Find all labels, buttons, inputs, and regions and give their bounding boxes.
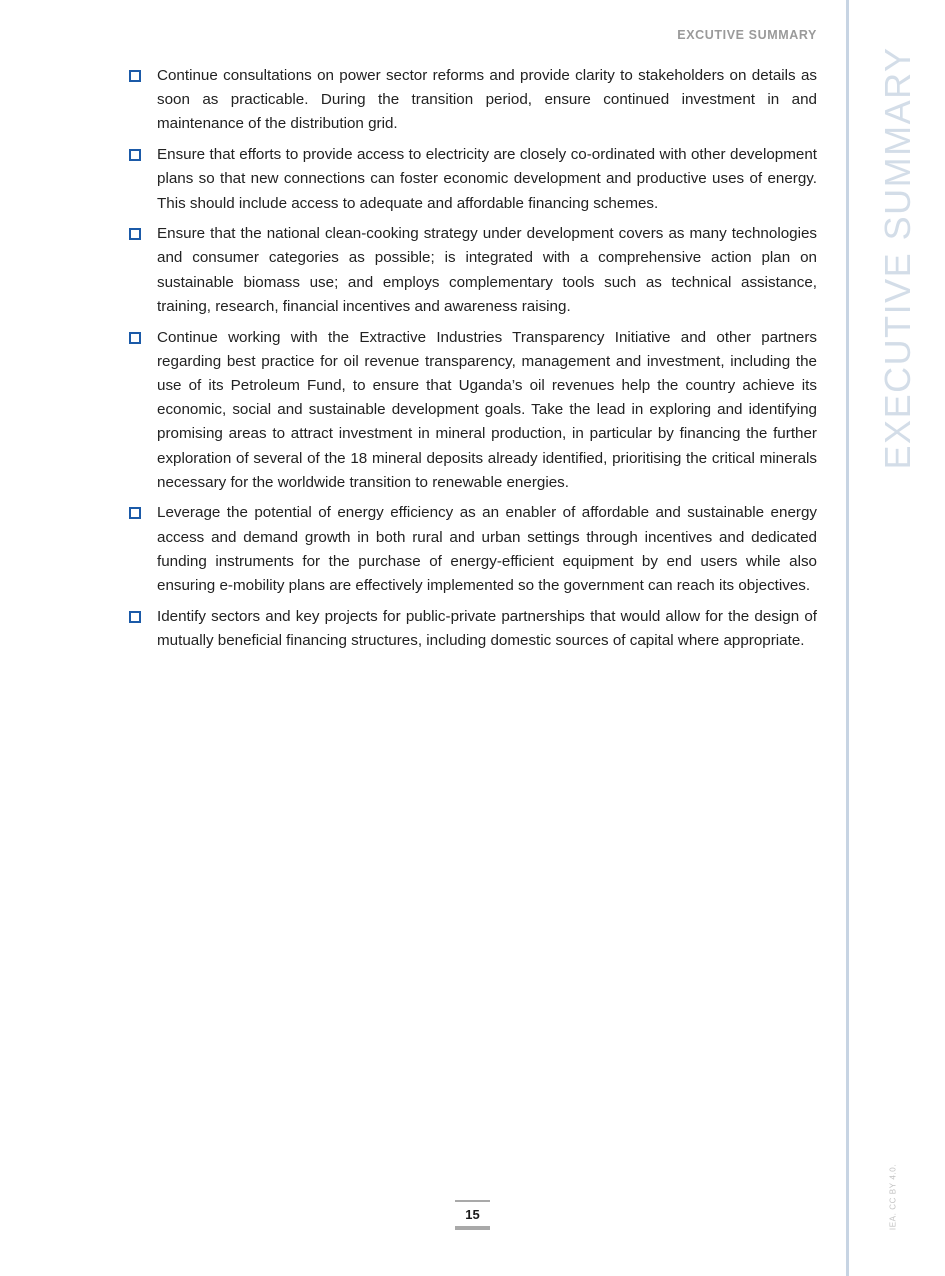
sidebar-section-title: EXECUTIVE SUMMARY [877, 46, 918, 470]
list-item-text: Ensure that efforts to provide access to electricity are closely co-ordinated with other development plans so that new connections can foster economic development and productive uses of energy. This should include access to adequate and affordable financing schemes. [157, 146, 817, 212]
page-number: 15 [455, 1200, 490, 1230]
recommendations-list [128, 64, 817, 660]
sidebar-rule [846, 0, 849, 1276]
license-notice: IEA. CC BY 4.0. [888, 1163, 898, 1231]
list-item [128, 64, 817, 137]
list-item [128, 143, 817, 216]
square-bullet-icon [129, 611, 141, 623]
square-bullet-icon [129, 228, 141, 240]
section-header: EXCUTIVE SUMMARY [677, 28, 817, 42]
list-item-text: Continue consultations on power sector reforms and provide clarity to stakeholders on details as soon as practicable. During the transition period, ensure continued investment in and maintenance of the distribution grid. [157, 67, 817, 133]
list-item-text: Identify sectors and key projects for public-private partnerships that would allow for the design of mutually beneficial financing structures, including domestic sources of capital where appropriate. [157, 607, 817, 649]
list-item-text: Ensure that the national clean-cooking strategy under development covers as many technologies and consumer categories as possible; is integrated with a comprehensive action plan on sustainable biomass use; and employs complementary tools such as technical assistance, training, research, financial incentives and awareness raising. [157, 225, 817, 315]
square-bullet-icon [129, 70, 141, 82]
square-bullet-icon [129, 332, 141, 344]
list-item [128, 501, 817, 598]
square-bullet-icon [129, 149, 141, 161]
list-item [128, 326, 817, 495]
list-item-text: Leverage the potential of energy efficiency as an enabler of affordable and sustainable energy access and demand growth in both rural and urban settings through incentives and dedicated funding instruments for the purchase of energy-efficient equipment by end users while also ensuring e-mobility plans are effectively implemented so the government can reach its objectives. [157, 504, 817, 595]
list-item [128, 222, 817, 319]
list-item [128, 605, 817, 653]
list-item-text: Continue working with the Extractive Industries Transparency Initiative and other partners regarding best practice for oil revenue transparency, management and investment, including the use of its Petroleum Fund, to ensure that Uganda’s oil revenues help the country achieve its economic, social and sustainable development goals. Take the lead in exploring and identifying promising areas to attract investment in mineral production, in particular by financing the further exploration of several of the 18 mineral deposits already identified, prioritising the critical minerals necessary for the worldwide transition to renewable energies. [157, 328, 817, 491]
square-bullet-icon [129, 507, 141, 519]
